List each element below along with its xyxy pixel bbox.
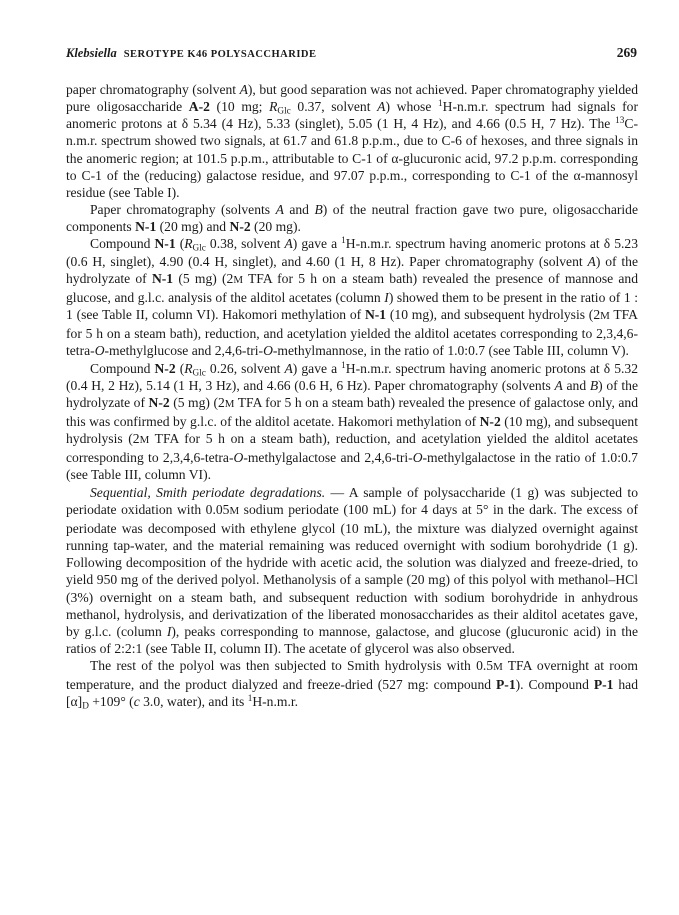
text-run: ) whose (385, 99, 439, 115)
superscript: 1 (341, 359, 346, 370)
text-run: ( (175, 236, 185, 252)
text-run: 0.37, solvent (290, 99, 378, 115)
text-run: Compound (90, 236, 155, 252)
superscript: 1 (438, 98, 443, 109)
subscript: Glc (277, 105, 291, 116)
compound-label: N-1 (154, 236, 176, 252)
superscript: 1 (247, 693, 253, 704)
compound-label: N-2 (229, 219, 251, 235)
molarity-unit: M (233, 273, 244, 286)
italic-text: R (269, 99, 278, 115)
italic-text: I (384, 289, 389, 305)
paragraph (66, 81, 638, 201)
text-run: (10 mg; (209, 99, 270, 115)
text-run: ), peaks corresponding to mannose, galactose, and glucose (glucuronic acid) in the ratios of 2:2:1 (see Table II, column II). The acetate of glycerol was also observed. (66, 623, 638, 656)
compound-label: P-1 (495, 677, 516, 693)
text-run: -methylmannose, in the ratio of 1.0:0.7 (see Table III, column V). (272, 343, 629, 359)
text-run: (5 mg) (2 (173, 270, 234, 286)
paragraph (66, 657, 638, 710)
page-number: 269 (616, 45, 637, 60)
text-run: H-n.m.r. spectrum having anomeric protons at δ 5.32 (0.4 H, 2 Hz), 5.14 (1 H, 3 Hz), and 4.66 (0.6 H, 6 Hz). Paper chromatography (solvents (66, 360, 638, 393)
text-run: C-n.m.r. spectrum showed two signals, at 61.7 and 61.8 p.p.m., due to C-6 of hexoses, and three signals in the anomeric region; at 101.5 p.p.m., attributable to C-1 of α-glucuronic acid, 97.2 p.p.m. corresponding to C-1 of the (reducing) galactose residue, and 97.07 p.p.m., corresponding to C-1 of the α-mannosyl residue (see Table I). (66, 116, 638, 200)
compound-label: N-1 (364, 307, 387, 323)
paragraph (66, 360, 638, 484)
text-run: ) gave a (292, 236, 342, 252)
text-run: sodium periodate (100 mL) for 4 days at 5° in the dark. The excess of periodate was decomposed with ethylene glycol (10 mL), the mixture was dialyzed overnight against running tap-water, and the material remaining was reduced overnight with sodium borohydride (1 g). Following decomposition of the hydride with acetic acid, the solution was dialyzed and freeze-dried, to yield 950 mg of the derived polyol. Methanolysis of a sample (20 mg) of this polyol with methanol–HCl (3%) overnight on a steam bath, and subsequent reduction with sodium borohydride in anhydrous methanol, hydrolysis, and derivatization of the liberated monosaccharides as their alditol acetates gave, by g.l.c. (column (66, 501, 639, 639)
italic-text: A (284, 360, 293, 376)
text-run: ) of the hydrolyzate of (66, 377, 638, 410)
paragraph (66, 201, 638, 235)
subscript: Glc (192, 242, 206, 253)
molarity-unit: M (139, 434, 150, 447)
text-run: and (562, 377, 590, 393)
molarity-unit: M (493, 661, 503, 674)
italic-text: R (184, 236, 193, 252)
italic-text: O (412, 450, 423, 466)
text-run: H-n.m.r. spectrum having anomeric protons at δ 5.23 (0.6 H, singlet), 4.90 (0.4 H, singlet), and 4.60 (1 H, 8 Hz). Paper chromatography (solvent (66, 236, 638, 269)
text-run: -methylglucose and 2,4,6-tri- (104, 343, 264, 359)
molarity-unit: M (224, 397, 235, 410)
superscript: 13 (615, 115, 625, 126)
text-run: (10 mg), and subsequent hydrolysis (2 (66, 413, 638, 447)
compound-label: N-2 (148, 394, 170, 410)
text-run: TFA for 5 h on a steam bath) revealed the presence of mannose and glucose, and g.l.c. analysis of the alditol acetates (column (66, 270, 639, 305)
italic-text: B (589, 377, 599, 393)
molarity-unit: M (229, 504, 240, 517)
italic-text: A (587, 253, 596, 269)
text-run: 0.26, solvent (205, 360, 285, 376)
text-run: 3.0, water), and its (139, 694, 248, 710)
italic-text: Sequential, Smith periodate degradations. (90, 484, 326, 500)
text-run: TFA for 5 h on a steam bath) revealed the presence of galactose only, and this was confirmed by g.l.c. of the alditol acetate. Hakomori methylation of (66, 394, 638, 429)
text-run: H-n.m.r. (252, 694, 299, 710)
subscript: D (82, 700, 89, 711)
italic-text: I (166, 623, 172, 639)
italic-text: O (94, 343, 105, 359)
text-run: ) of the hydrolyzate of (66, 253, 638, 286)
text-run: Compound (90, 360, 155, 376)
text-run: ), but good separation was not achieved. Paper chromatography yielded pure oligosaccharide (66, 82, 639, 115)
compound-label: N-1 (135, 219, 157, 235)
text-run: 0.38, solvent (205, 236, 285, 252)
italic-text: A (284, 236, 293, 252)
compound-label: N-1 (151, 270, 174, 286)
subscript: Glc (192, 366, 206, 377)
compound-label: N-2 (154, 360, 176, 376)
text-run: Paper chromatography (solvents (90, 202, 276, 218)
italic-text: A (554, 377, 563, 393)
text-run: (20 mg). (250, 219, 301, 235)
running-head (66, 44, 637, 64)
text-run: ) showed them to be present in the ratio of 1 : 1 (see Table II, column VI). Hakomori methylation of (66, 289, 638, 323)
text-run: TFA for 5 h on a steam bath), reduction, and acetylation yielded the alditol acetates corresponding to 2,3,4,6-tetra- (66, 307, 638, 359)
compound-label: A-2 (188, 99, 210, 115)
italic-text: c (133, 694, 140, 710)
running-head-genus: Klebsiella (66, 46, 117, 60)
text-run: ). Compound (515, 677, 594, 693)
italic-text: O (233, 450, 244, 466)
running-title (66, 44, 317, 62)
italic-text: O (263, 343, 273, 359)
text-run: and (283, 202, 315, 218)
text-run: ) gave a (292, 360, 342, 376)
italic-text: A (377, 99, 386, 115)
italic-text: B (314, 202, 323, 218)
compound-label: P-1 (593, 677, 614, 693)
text-run: H-n.m.r. spectrum had signals for anomeric protons at δ 5.34 (4 Hz), 5.33 (singlet), 5.05 (1 H, 4 Hz), and 4.66 (0.5 H, 7 Hz). The (66, 99, 638, 132)
text-run: The rest of the polyol was then subjected to Smith hydrolysis with 0.5 (90, 658, 494, 674)
compound-label: N-2 (479, 413, 501, 429)
text-run: TFA overnight at room temperature, and the product dialyzed and freeze-dried (527 mg: compound (66, 658, 638, 693)
text-run: had [α] (66, 677, 638, 710)
text-run: +109° ( (88, 694, 134, 710)
superscript: 1 (341, 235, 346, 246)
text-run: -methylgalactose and 2,4,6-tri- (243, 450, 413, 466)
text-run: paper chromatography (solvent (66, 82, 240, 97)
paragraph (66, 484, 638, 658)
text-run: ) of the neutral fraction gave two pure, oligosaccharide components (66, 202, 638, 235)
text-run: -methylgalactose in the ratio of 1.0:0.7 (see Table III, column VI). (66, 450, 638, 483)
paragraph (66, 235, 638, 359)
italic-text: A (239, 82, 248, 97)
text-run: (5 mg) (2 (169, 394, 225, 410)
text-run: TFA for 5 h on a steam bath), reduction, and acetylation yielded the alditol acetates corresponding to 2,3,4,6-tetra- (66, 431, 638, 466)
molarity-unit: M (600, 310, 610, 323)
running-head-title: SEROTYPE K46 POLYSACCHARIDE (123, 49, 317, 60)
body-text (66, 81, 638, 711)
text-run: (20 mg) and (156, 219, 230, 235)
text-run: — A sample of polysaccharide (1 g) was subjected to periodate oxidation with 0.05 (66, 484, 638, 517)
text-run: ( (175, 360, 185, 376)
italic-text: R (184, 360, 193, 376)
text-run: (10 mg), and subsequent hydrolysis (2 (386, 307, 601, 323)
italic-text: A (275, 202, 284, 218)
